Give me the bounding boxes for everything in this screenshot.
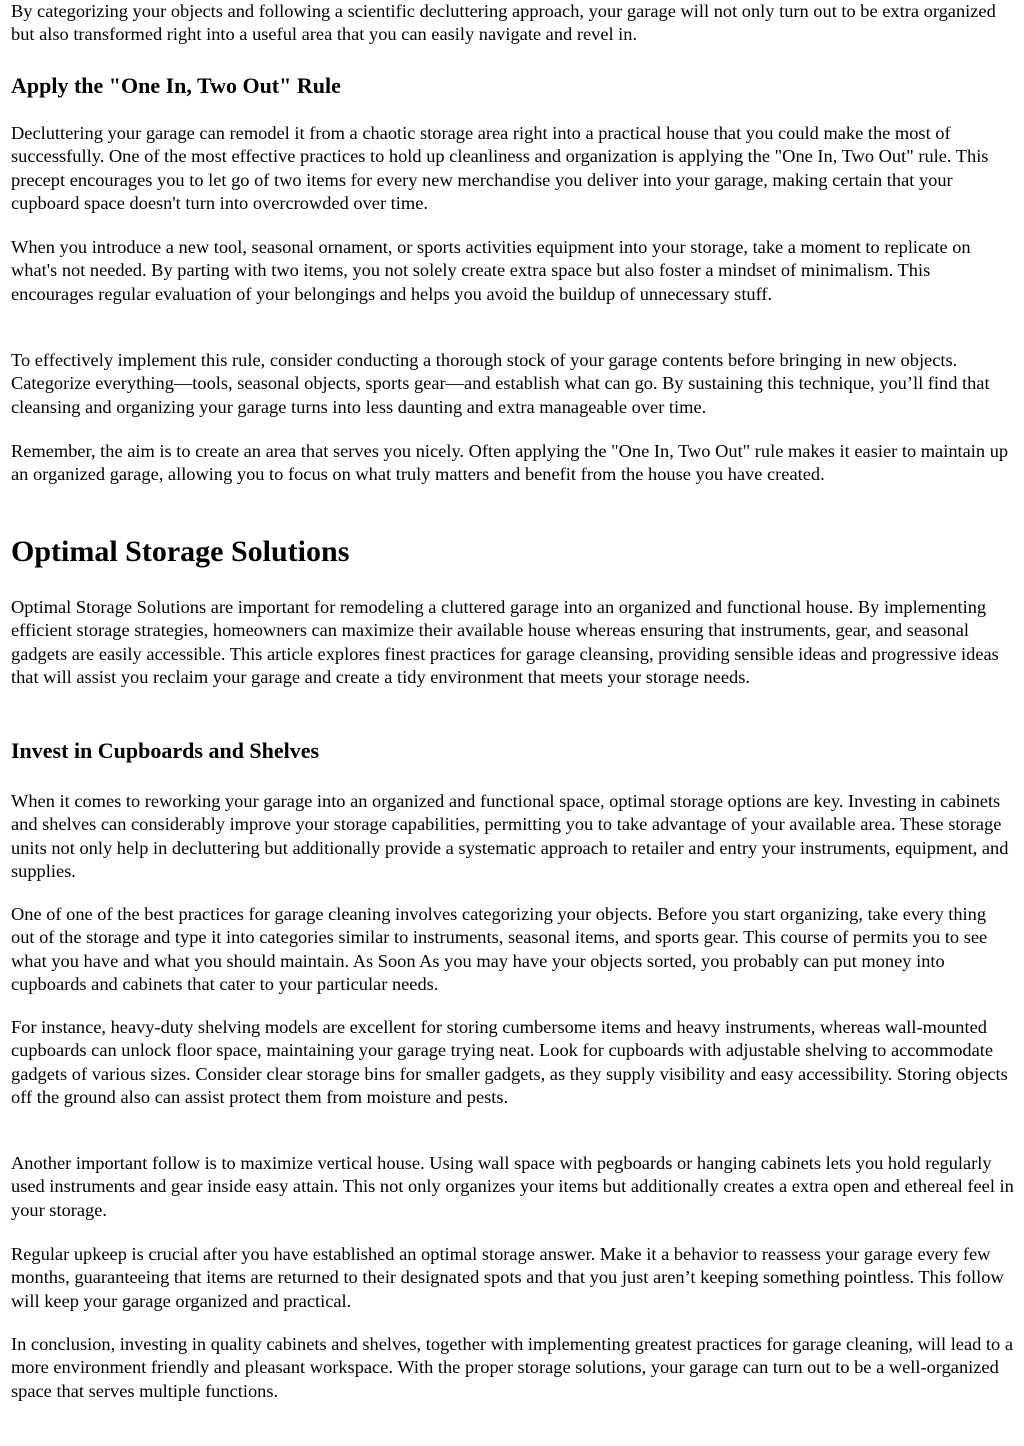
one-in-two-out-paragraph-4: Remember, the aim is to create an area that serves you nicely. Often applying the "One In, Two Out" rule makes it easier to maintain up an organized garage, allowing you to focus on what truly matters and benefit from the house you have created. (11, 441, 1009, 485)
one-in-two-out-paragraph-1: Decluttering your garage can remodel it from a chaotic storage area right into a practical house that you could make the most of successfully. One of the most effective practices to hold up cleanliness and organization is applying the "One In, Two Out" rule. This precept encourages you to let go of two items for every new merchandise you deliver into your garage, making certain that your cupboard space doesn't turn into overcrowded over time. (11, 123, 989, 213)
cupboards-paragraph-3: For instance, heavy-duty shelving models are excellent for storing cumbersome items and heavy instruments, whereas wall-mounted cupboards can unlock floor space, maintaining your garage trying neat. Look for cupboards with adjustable shelving to accommodate gadgets of various sizes. Consider clear storage bins for smaller gadgets, as they supply visibility and easy accessibility. Storing objects off the ground also can assist protect them from moisture and pests. (11, 1017, 1008, 1107)
optimal-storage-paragraph-1: Optimal Storage Solutions are important for remodeling a cluttered garage into an organized and functional house. By implementing efficient storage strategies, homeowners can maximize their available house whereas ensuring that instruments, gear, and seasonal gadgets are easily accessible. This article explores finest practices for garage cleansing, providing sensible ideas and progressive ideas that will assist you reclaim your garage and create a tidy environment that meets your storage needs. (11, 597, 999, 687)
cupboards-paragraph-1: When it comes to reworking your garage into an organized and functional space, optimal storage options are key. Investing in cabinets and shelves can considerably improve your storage capabilities, permitting you to take advantage of your available area. These storage units not only help in decluttering but additionally provide a systematic approach to retailer and entry your instruments, equipment, and supplies. (11, 791, 1009, 881)
one-in-two-out-paragraph-3: To effectively implement this rule, consider conducting a thorough stock of your garage contents before bringing in new objects. Categorize everything—tools, seasonal objects, sports gear—and establish what can go. By sustaining this technique, you’ll find that cleansing and organizing your garage turns into less daunting and extra manageable over time. (11, 350, 990, 417)
one-in-two-out-paragraph-2: When you introduce a new tool, seasonal ornament, or sports activities equipment into your storage, take a moment to replicate on what's not needed. By parting with two items, you not solely create extra space but also foster a mindset of minimalism. This encourages regular evaluation of your belongings and helps you avoid the buildup of unnecessary stuff. (11, 237, 971, 304)
cupboards-paragraph-2: One of one of the best practices for garage cleaning involves categorizing your objects. Before you start organizing, take every thing out of the storage and type it into categories similar to instruments, seasonal items, and sports gear. This course of permits you to see what you have and what you should maintain. As Soon As you may have your objects sorted, you probably can put money into cupboards and cabinets that cater to your particular needs. (11, 904, 988, 994)
heading-one-in-two-out: Apply the "One In, Two Out" Rule (11, 73, 341, 98)
intro-paragraph: By categorizing your objects and following a scientific decluttering approach, your garage will not only turn out to be extra organized but also transformed right into a useful area that you can easily navigate and revel in. (11, 1, 996, 45)
cupboards-paragraph-4: Another important follow is to maximize vertical house. Using wall space with pegboards or hanging cabinets lets you hold regularly used instruments and gear inside easy attain. This not only organizes your items but additionally creates a extra open and ethereal feel in your storage. (11, 1153, 1014, 1220)
heading-cupboards-shelves: Invest in Cupboards and Shelves (11, 738, 320, 763)
cupboards-paragraph-5: Regular upkeep is crucial after you have established an optimal storage answer. Make it a behavior to reassess your garage every few months, guaranteeing that items are returned to their designated spots and that you just aren’t keeping something pointless. This follow will keep your garage organized and practical. (11, 1244, 1004, 1311)
cupboards-paragraph-6: In conclusion, investing in quality cabinets and shelves, together with implementing greatest practices for garage cleaning, will lead to a more environment friendly and pleasant workspace. With the proper storage solutions, your garage can turn out to be a well-organized space that serves multiple functions. (11, 1334, 1013, 1401)
heading-optimal-storage: Optimal Storage Solutions (11, 535, 350, 568)
